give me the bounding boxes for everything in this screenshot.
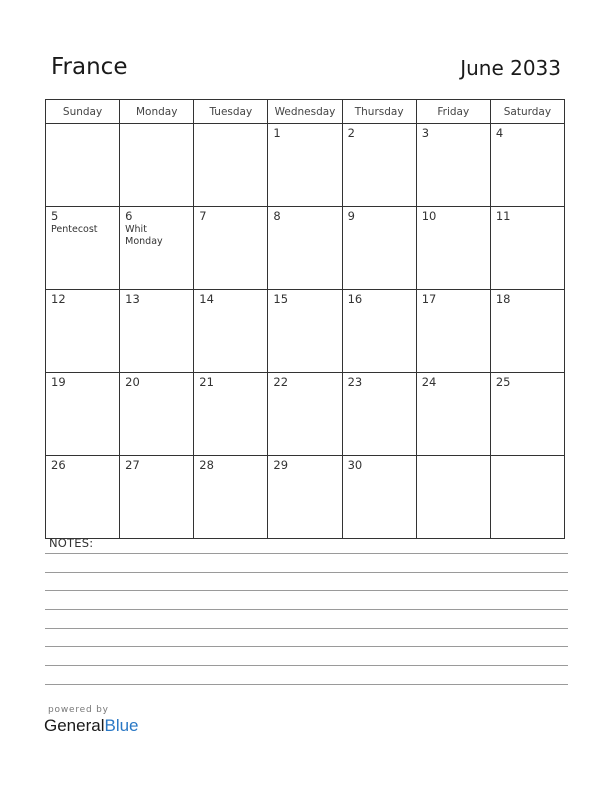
day-number: 19 [51, 375, 66, 389]
day-number: 16 [347, 292, 363, 306]
day-cell [268, 456, 342, 539]
day-number: 8 [273, 209, 281, 223]
note-line [45, 684, 568, 685]
day-cell [416, 290, 490, 373]
day-cell [46, 290, 120, 373]
powered-by-text: powered by [48, 705, 109, 715]
weekday-header: Wednesday [268, 100, 342, 124]
note-line [45, 553, 568, 554]
month-title: June 2033 [460, 56, 561, 80]
day-cell [120, 124, 194, 207]
note-line [45, 609, 568, 610]
day-cell [416, 373, 490, 456]
day-cell [268, 290, 342, 373]
day-cell [120, 290, 194, 373]
holiday-label: Pentecost [51, 224, 98, 235]
day-number: 23 [347, 375, 363, 389]
day-cell [194, 124, 268, 207]
week-row [46, 456, 565, 539]
brand-blue: Blue [104, 716, 139, 735]
day-number: 11 [495, 209, 511, 223]
day-number: 21 [199, 375, 214, 389]
day-number: 17 [421, 292, 437, 306]
day-number: 13 [125, 292, 140, 306]
day-number: 15 [273, 292, 289, 306]
note-line [45, 646, 568, 647]
day-cell [268, 124, 342, 207]
day-cell [194, 290, 268, 373]
day-cell [342, 290, 416, 373]
day-number: 26 [51, 458, 66, 472]
day-number: 2 [347, 126, 355, 140]
day-cell [46, 373, 120, 456]
week-row [46, 124, 565, 207]
day-number: 5 [51, 209, 59, 223]
day-cell [342, 456, 416, 539]
weekday-header: Friday [416, 100, 490, 124]
generalblue-logo[interactable] [44, 716, 139, 736]
day-cell [194, 373, 268, 456]
day-cell [416, 124, 490, 207]
day-cell [194, 207, 268, 290]
day-cell [342, 124, 416, 207]
day-number: 12 [51, 292, 66, 306]
day-number: 4 [495, 126, 504, 140]
note-line [45, 665, 568, 666]
day-number: 6 [125, 209, 133, 223]
note-line [45, 572, 568, 573]
day-cell [490, 456, 564, 539]
day-number: 1 [273, 126, 281, 140]
note-line [45, 590, 568, 591]
day-number: 20 [125, 375, 140, 389]
day-number: 22 [273, 375, 289, 389]
note-line [45, 628, 568, 629]
day-cell [416, 207, 490, 290]
day-cell [46, 207, 120, 290]
day-cell [490, 373, 564, 456]
brand-general: General [44, 716, 105, 735]
day-number: 18 [495, 292, 511, 306]
notes-label: NOTES: [49, 536, 94, 550]
weekday-header: Saturday [490, 100, 564, 124]
day-cell [46, 124, 120, 207]
day-cell [416, 456, 490, 539]
country-title: France [51, 54, 128, 80]
day-cell [490, 124, 564, 207]
holiday-label: Whit Monday [125, 224, 163, 247]
day-cell [342, 373, 416, 456]
day-number: 10 [421, 209, 437, 223]
weekday-header: Monday [120, 100, 194, 124]
day-cell [268, 373, 342, 456]
day-number: 3 [421, 126, 430, 140]
day-cell [268, 207, 342, 290]
day-number: 24 [421, 375, 437, 389]
day-number: 30 [347, 458, 363, 472]
day-cell [120, 207, 194, 290]
calendar-grid [45, 99, 565, 539]
week-row [46, 207, 565, 290]
day-number: 29 [273, 458, 289, 472]
day-number: 9 [347, 209, 355, 223]
day-number: 14 [199, 292, 214, 306]
week-row [46, 373, 565, 456]
day-cell [120, 373, 194, 456]
weekday-header: Sunday [46, 100, 120, 124]
day-cell [490, 207, 564, 290]
day-number: 28 [199, 458, 214, 472]
day-number: 7 [199, 209, 207, 223]
weekday-header: Thursday [342, 100, 416, 124]
day-number: 25 [495, 375, 511, 389]
day-cell [120, 456, 194, 539]
day-cell [194, 456, 268, 539]
week-row [46, 290, 565, 373]
day-cell [46, 456, 120, 539]
day-number: 27 [125, 458, 140, 472]
day-cell [342, 207, 416, 290]
weekday-header: Tuesday [194, 100, 268, 124]
day-cell [490, 290, 564, 373]
weekday-header-row [46, 100, 565, 124]
